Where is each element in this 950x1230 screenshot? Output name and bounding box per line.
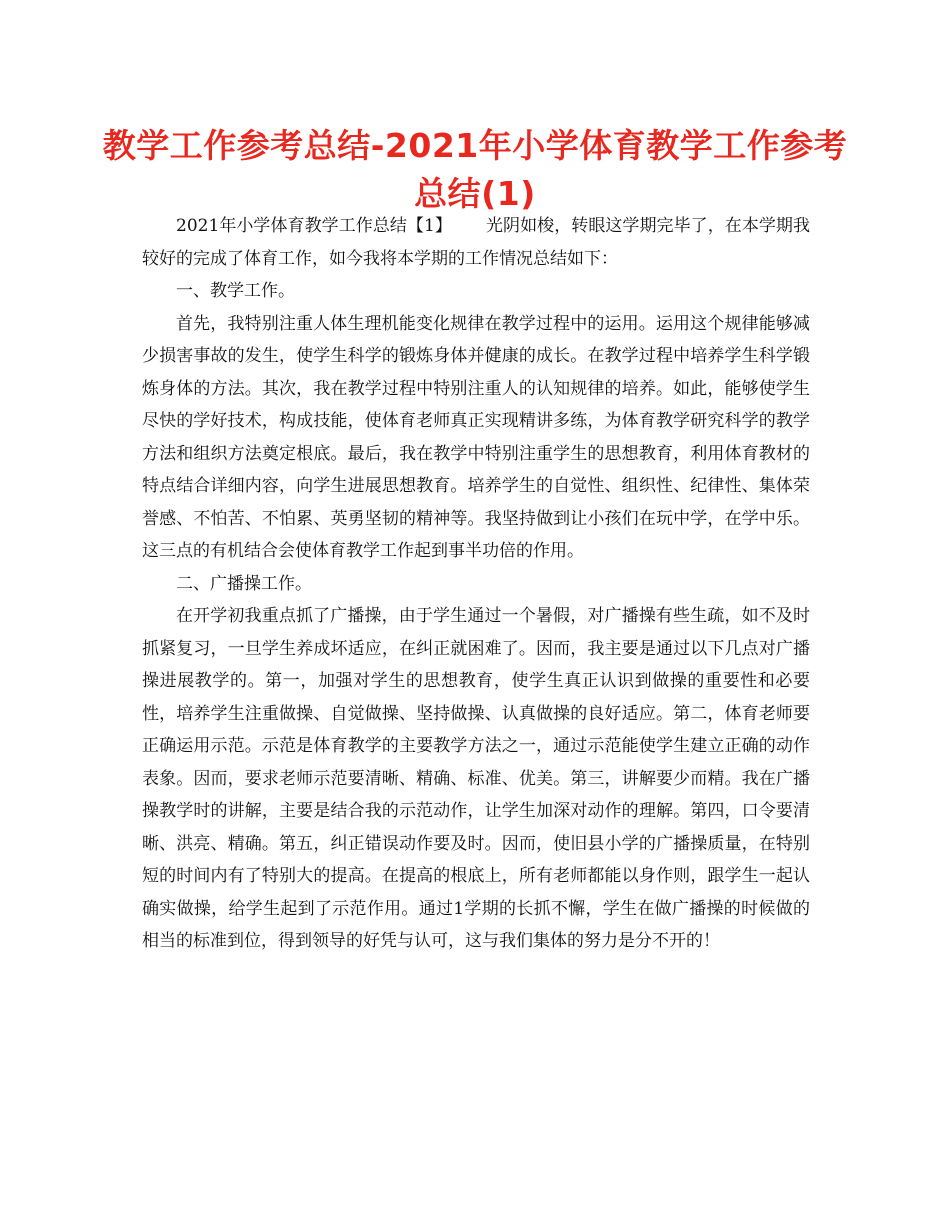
section-2-body: 在开学初我重点抓了广播操，由于学生通过一个暑假，对广播操有些生疏，如不及时抓紧复习，一旦学生养成坏适应，在纠正就困难了。因而，我主要是通过以下几点对广播操进展教学的。第一，加强对学生的思想教育，使学生真正认识到做操的重要性和必要性，培养学生注重做操、自觉做操、坚持做操、认真做操的良好适应。第二，体育老师要正确运用示范。示范是体育教学的主要教学方法之一，通过示范能使学生建立正确的动作表象。因而，要求老师示范要清晰、精确、标准、优美。第三，讲解要少而精。我在广播操教学时的讲解，主要是结合我的示范动作，让学生加深对动作的理解。第四，口令要清晰、洪亮、精确。第五，纠正错误动作要及时。因而，使旧县小学的广播操质量，在特别短的时间内有了特别大的提高。在提高的根底上，所有老师都能以身作则，跟学生一起认确实做操，给学生起到了示范作用。通过1学期的长抓不懈，学生在做广播操的时候做的相当的标准到位，得到领导的好凭与认可，这与我们集体的努力是分不开的！ — [142, 606, 810, 951]
section-1-heading: 一、教学工作。 — [176, 281, 295, 301]
section-2-heading: 二、广播操工作。 — [176, 573, 312, 594]
document-body — [142, 210, 810, 958]
intro-text: 光阴如梭，转眼这学期完毕了，在本学期我较好的完成了体育工作，如今我将本学期的工作情况总结如下： — [142, 216, 810, 269]
document-title: 教学工作参考总结-2021年小学体育教学工作参考总结(1) — [102, 126, 848, 213]
section-1-body: 首先，我特别注重人体生理机能变化规律在教学过程中的运用。运用这个规律能够减少损害事故的发生，使学生科学的锻炼身体并健康的成长。在教学过程中培养学生科学锻炼身体的方法。其次，我在教学过程中特别注重人的认知规律的培养。如此，能够使学生尽快的学好技术，构成技能，使体育老师真正实现精讲多练，为体育教学研究科学的教学方法和组织方法奠定根底。最后，我在教学中特别注重学生的思想教育，利用体育教材的特点结合详细内容，向学生进展思想教育。培养学生的自觉性、组织性、纪律性、集体荣誉感、不怕苦、不怕累、英勇坚韧的精神等。我坚持做到让小孩们在玩中学，在学中乐。这三点的有机结合会使体育教学工作起到事半功倍的作用。 — [142, 313, 810, 561]
intro-heading: 2021年小学体育教学工作总结【1】 — [176, 216, 452, 236]
intro-paragraph — [142, 210, 810, 275]
